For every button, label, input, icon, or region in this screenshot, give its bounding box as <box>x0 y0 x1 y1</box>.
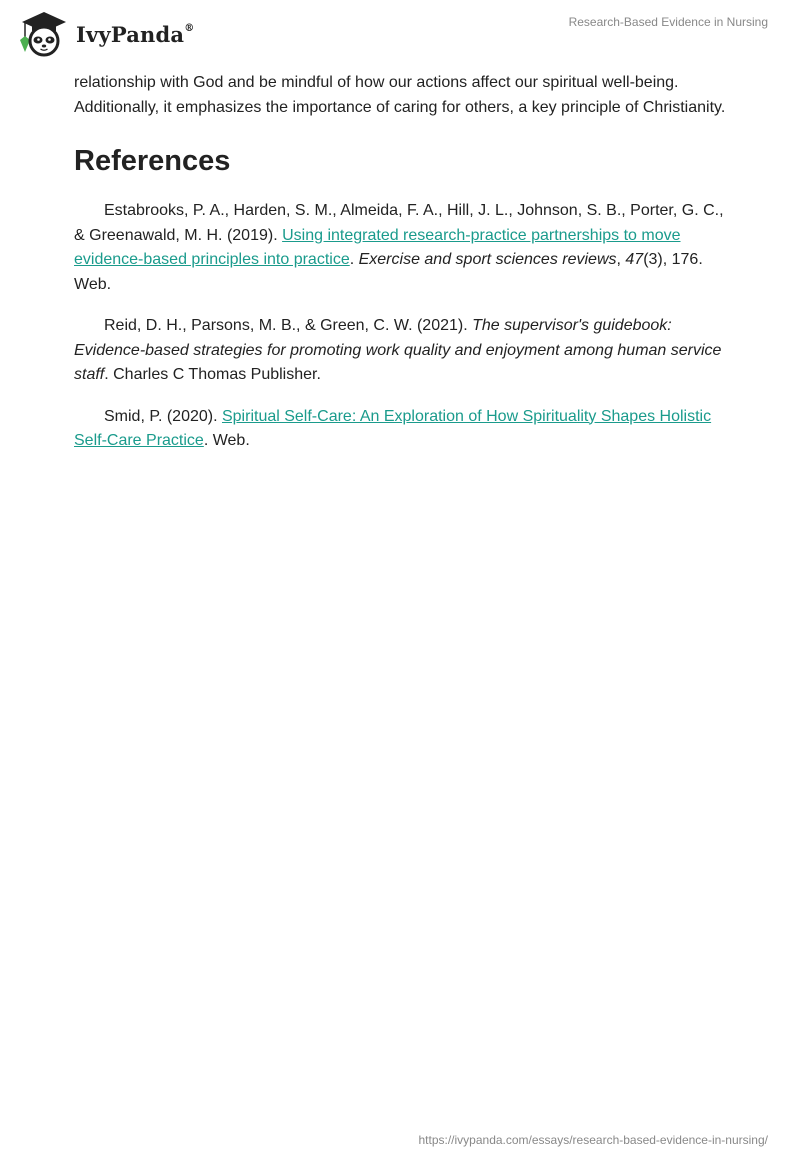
reference-item <box>74 314 730 388</box>
reference-authors: Reid, D. H., Parsons, M. B., & Green, C. W. (2021). <box>104 317 473 334</box>
panda-graduate-icon <box>14 8 74 58</box>
reference-authors: Estabrooks, P. A., Harden, S. M., Almeida, F. A., Hill, J. L., Johnson, S. B., Porter, G. C., & Greenawald, M. H. (2019). <box>74 202 724 244</box>
document-body <box>74 71 730 471</box>
reference-details: . Web. <box>203 432 250 449</box>
reference-punctuation: . <box>349 251 359 268</box>
reference-link[interactable]: Spiritual Self-Care: An Exploration of How Spirituality Shapes Holistic Self-Care Practice <box>74 407 712 449</box>
reference-details: . Charles C Thomas Publisher. <box>104 366 321 383</box>
logo-wordmark: IvyPanda® <box>76 21 195 47</box>
reference-item <box>74 405 730 454</box>
reference-item <box>74 199 730 297</box>
document-title: Research-Based Evidence in Nursing <box>568 15 768 29</box>
ivypanda-logo[interactable] <box>14 8 194 58</box>
reference-authors: Smid, P. (2020). <box>104 407 222 425</box>
reference-title: The supervisor's guidebook: Evidence-based strategies for promoting work quality and enjoyment among human service staff <box>74 317 722 383</box>
reference-link[interactable]: Using integrated research-practice partnerships to move evidence-based principles into practice <box>74 226 681 268</box>
intro-paragraph: relationship with God and be mindful of how our actions affect our spiritual well-being. Additionally, it emphasizes the importance of caring for others, a key principle of Christianity. <box>74 74 726 116</box>
page-header <box>0 0 800 70</box>
reference-volume: 47 <box>625 251 644 268</box>
references-heading: References <box>74 145 231 177</box>
registered-mark: ® <box>184 22 195 34</box>
reference-details: (3), 176. Web. <box>74 251 703 293</box>
reference-journal: Exercise and sport sciences reviews <box>358 251 617 268</box>
reference-punctuation: , <box>616 251 626 268</box>
page-url: https://ivypanda.com/essays/research-based-evidence-in-nursing/ <box>418 1133 768 1147</box>
